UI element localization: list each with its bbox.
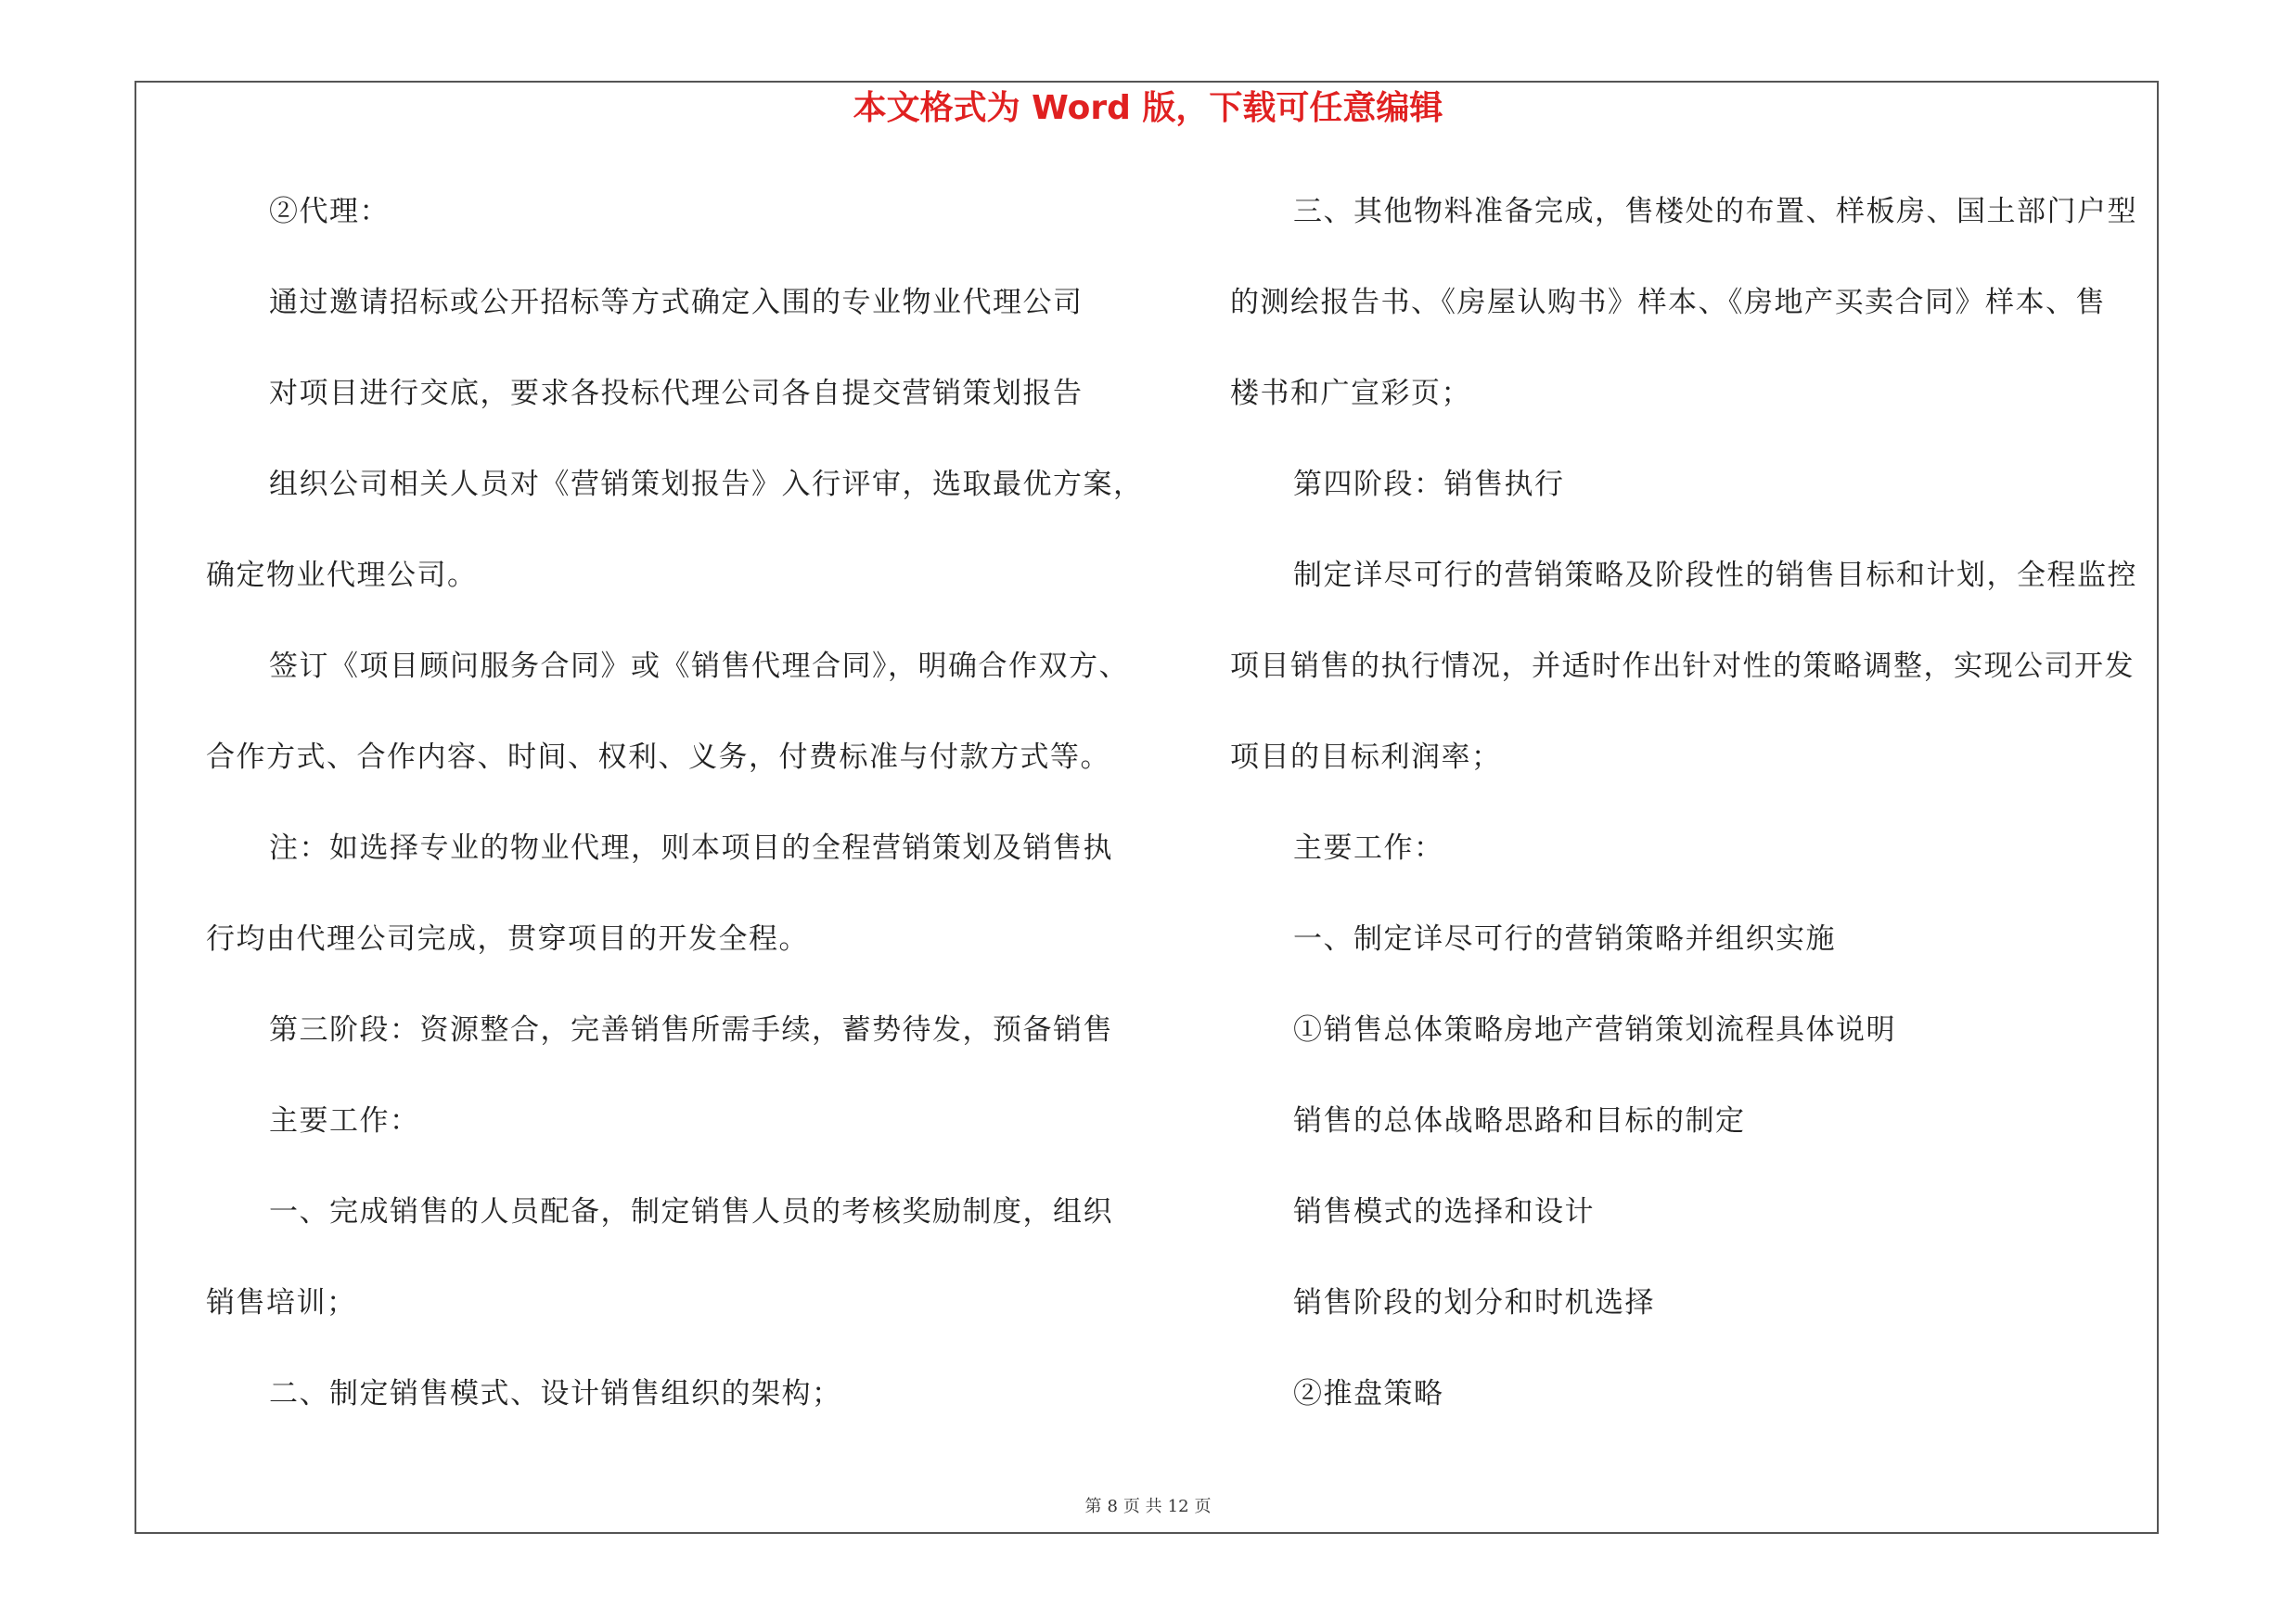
left-text-column [206,186,1154,1459]
footer-current-page: 8 [1107,1497,1118,1516]
paragraph-line: 销售培训； [206,1286,357,1320]
paragraph-line: 主要工作： [1293,831,1444,865]
footer-middle: 页 共 [1122,1497,1162,1516]
paragraph-line: 销售的总体战略思路和目标的制定 [1293,1104,1746,1138]
paragraph-line: 签订《项目顾问服务合同》或《销售代理合同》，明确合作双方、 [269,650,1129,683]
paragraph-line: 通过邀请招标或公开招标等方式确定入围的专业物业代理公司 [269,286,1084,319]
paragraph-line: ②推盘策略 [1293,1377,1444,1410]
paragraph-line: ②代理： [269,195,390,228]
paragraph-line: 确定物业代理公司。 [206,559,478,592]
paragraph-line: 合作方式、合作内容、时间、权利、义务，付费标准与付款方式等。 [206,741,1110,774]
paragraph-line: 第三阶段：资源整合，完善销售所需手续，蓄势待发，预备销售 [269,1013,1113,1047]
paragraph-line: 第四阶段：销售执行 [1293,468,1565,501]
paragraph-line: 组织公司相关人员对《营销策划报告》入行评审，选取最优方案， [269,468,1144,501]
footer-suffix: 页 [1194,1497,1212,1516]
paragraph-line: 一、制定详尽可行的营销策略并组织实施 [1293,922,1836,956]
paragraph-line: 销售模式的选择和设计 [1293,1195,1595,1229]
paragraph-line: 一、完成销售的人员配备，制定销售人员的考核奖励制度，组织 [269,1195,1113,1229]
paragraph-line: 项目销售的执行情况，并适时作出针对性的策略调整，实现公司开发 [1230,650,2135,683]
paragraph-line: 项目的目标利润率； [1230,741,1502,774]
paragraph-line: 主要工作： [269,1104,420,1138]
right-text-column [1230,186,2158,1459]
footer-prefix: 第 [1084,1497,1102,1516]
paragraph-line: 行均由代理公司完成，贯穿项目的开发全程。 [206,922,809,956]
paragraph-line: 销售阶段的划分和时机选择 [1293,1286,1655,1320]
paragraph-line: 三、其他物料准备完成，售楼处的布置、样板房、国土部门户型 [1293,195,2137,228]
paragraph-line: 注：如选择专业的物业代理，则本项目的全程营销策划及销售执 [269,831,1113,865]
page-footer [0,1496,2296,1518]
paragraph-line: 楼书和广宣彩页； [1230,377,1471,410]
paragraph-line: 对项目进行交底，要求各投标代理公司各自提交营销策划报告 [269,377,1084,410]
header-banner: 本文格式为 Word 版，下载可任意编辑 [853,89,1443,127]
paragraph-line: 二、制定销售模式、设计销售组织的架构； [269,1377,842,1410]
paragraph-line: 的测绘报告书、《房屋认购书》样本、《房地产买卖合同》样本、售 [1230,286,2106,319]
paragraph-line: ①销售总体策略房地产营销策划流程具体说明 [1293,1013,1896,1047]
footer-total-pages: 12 [1167,1497,1189,1516]
paragraph-line: 制定详尽可行的营销策略及阶段性的销售目标和计划，全程监控 [1293,559,2137,592]
